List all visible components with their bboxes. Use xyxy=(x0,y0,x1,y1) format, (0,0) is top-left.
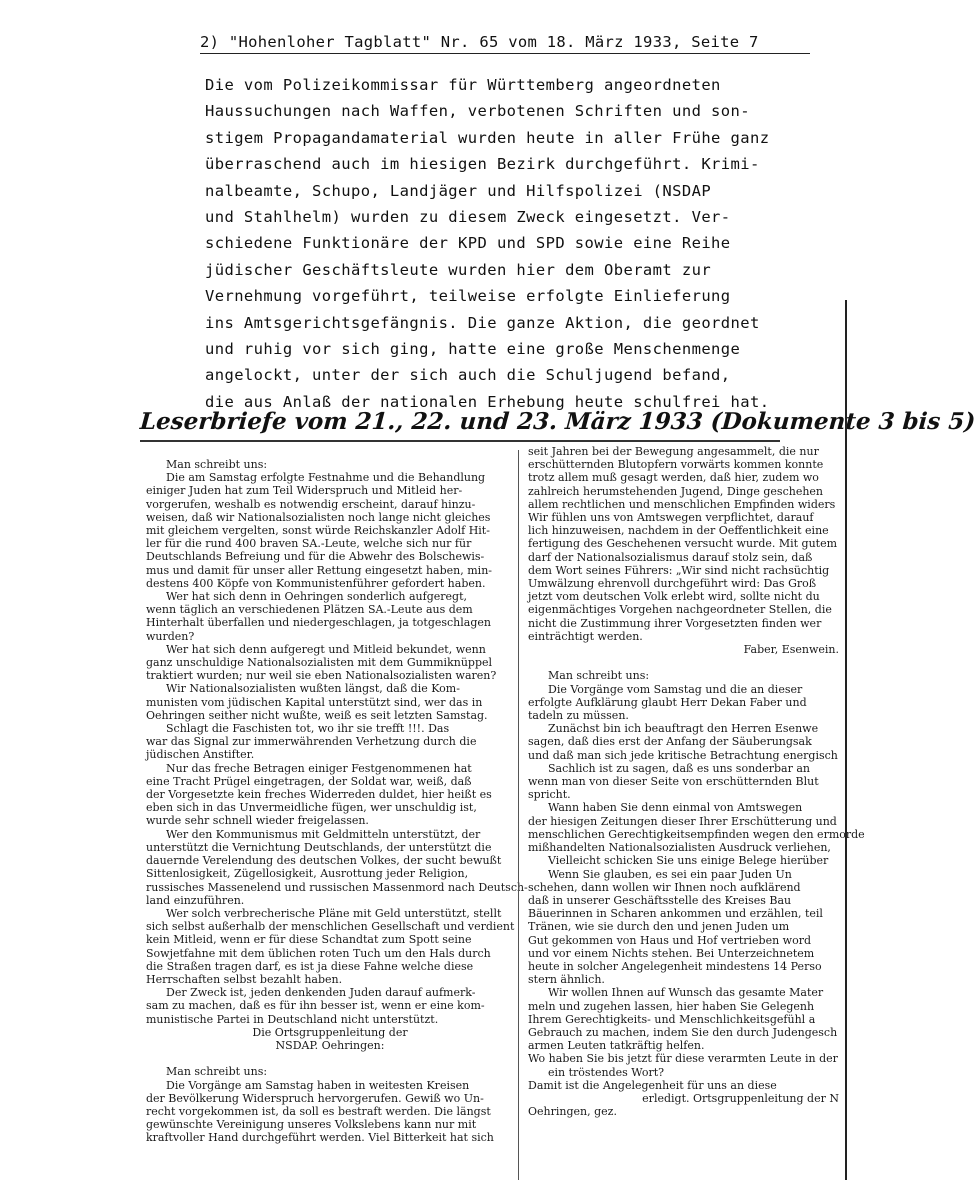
column-line: daß in unserer Geschäftsstelle des Kreises Bau xyxy=(528,893,792,907)
newspaper-column-right xyxy=(528,445,865,1190)
column-line: Sowjetfahne mit dem üblichen roten Tuch um den Hals durch xyxy=(146,946,491,960)
column-line: erledigt. Ortsgruppenleitung der N xyxy=(642,1091,839,1105)
column-line: Gut gekommen von Haus und Hof vertrieben word xyxy=(528,933,812,947)
column-line: meln und zugehen lassen, hier haben Sie Gelegenh xyxy=(528,999,815,1013)
article-line: Vernehmung vorgeführt, teilweise erfolgte Einlieferung xyxy=(205,287,731,306)
handwritten-title: Leserbriefe vom 21., 22. und 23. März 1933 (Dokumente 3 bis 5) xyxy=(139,408,976,435)
article-line: stigem Propagandamaterial wurden heute in aller Frühe ganz xyxy=(205,128,770,147)
column-line: Tränen, wie sie durch den und jenen Juden um xyxy=(528,920,790,934)
column-line: wurde sehr schnell wieder freigelassen. xyxy=(146,814,369,828)
column-divider xyxy=(518,450,519,1180)
article-line: schiedene Funktionäre der KPD und SPD sowie eine Reihe xyxy=(205,234,731,253)
column-line: mit gleichem vergelten, sonst würde Reichskanzler Adolf Hit- xyxy=(146,524,490,538)
column-line: Nur das freche Betragen einiger Festgenommenen hat xyxy=(166,761,472,775)
column-line: stern ähnlich. xyxy=(528,973,605,987)
column-line: darf der Nationalsozialismus darauf stolz sein, daß xyxy=(528,550,813,564)
column-line: wenn man von dieser Seite von erschütternden Blut xyxy=(528,775,819,789)
column-line: Sachlich ist zu sagen, daß es uns sonderbar an xyxy=(548,761,810,775)
column-line: Faber, Esenwein. xyxy=(743,643,839,657)
column-line: eben sich in das Unvermeidliche fügen, wer unschuldig ist, xyxy=(146,801,477,815)
column-line: jetzt vom deutschen Volk erlebt wird, sollte nicht du xyxy=(528,590,820,604)
typed-article xyxy=(205,72,805,415)
column-line: Die am Samstag erfolgte Festnahme und die Behandlung xyxy=(166,471,486,485)
column-line: Die Vorgänge am Samstag haben in weitesten Kreisen xyxy=(166,1078,470,1092)
article-line: überraschend auch im hiesigen Bezirk durchgeführt. Krimi- xyxy=(205,155,760,174)
column-line: dauernde Verelendung des deutschen Volkes, der sucht bewußt xyxy=(146,854,502,868)
column-line: Man schreibt uns: xyxy=(166,1065,268,1079)
column-line: ein tröstendes Wort? xyxy=(548,1065,665,1079)
column-line: die Straßen tragen darf, es ist ja diese Fahne welche diese xyxy=(146,959,474,973)
column-line: Bäuerinnen in Scharen ankommen und erzählen, teil xyxy=(528,907,823,921)
column-line: seit Jahren bei der Bewegung angesammelt, die nur xyxy=(528,445,819,458)
column-line: Wir fühlen uns von Amtswegen verpflichtet, darauf xyxy=(528,511,814,525)
column-line: nicht die Zustimmung ihrer Vorgesetzten finden wer xyxy=(528,616,822,630)
column-line: weisen, daß wir Nationalsozialisten noch lange nicht gleiches xyxy=(146,510,491,524)
column-line: mus und damit für unser aller Rettung eingesetzt haben, min- xyxy=(146,563,492,577)
column-line: munisten vom jüdischen Kapital unterstützt sind, wer das in xyxy=(146,695,483,709)
column-line: Wer solch verbrecherische Pläne mit Geld unterstützt, stellt xyxy=(166,906,502,920)
newspaper-column-left xyxy=(146,458,528,1180)
column-line: Oehringen seither nicht wußte, weiß es seit letzten Samstag. xyxy=(146,708,488,722)
article-line: ins Amtsgerichtsgefängnis. Die ganze Aktion, die geordnet xyxy=(205,313,760,332)
column-line: Hinterhalt überfallen und niedergeschlagen, ja totgeschlagen xyxy=(146,616,491,630)
column-line: wenn täglich an verschiedenen Plätzen SA.-Leute aus dem xyxy=(146,603,473,617)
article-line: nalbeamte, Schupo, Landjäger und Hilfspolizei (NSDAP xyxy=(205,181,712,200)
column-line: spricht. xyxy=(528,788,571,802)
column-line: war das Signal zur immerwährenden Verhetzung durch die xyxy=(146,735,477,749)
column-line: Schlagt die Faschisten tot, wo ihr sie trefft !!!. Das xyxy=(166,722,450,736)
column-line: Umwälzung ehrenvoll durchgeführt wird: Das Groß xyxy=(528,577,817,591)
column-line: ler für die rund 400 braven SA.-Leute, welche sich nur für xyxy=(146,537,472,551)
column-line: lich hinzuweisen, nachdem in der Oeffentlichkeit eine xyxy=(528,524,829,538)
column-line: wurden? xyxy=(146,629,195,643)
column-line: Wer hat sich denn in Oehringen sonderlich aufgeregt, xyxy=(166,590,467,604)
column-line: Zunächst bin ich beauftragt den Herren Esenwe xyxy=(548,722,819,736)
column-line: Wenn Sie glauben, es sei ein paar Juden Un xyxy=(548,867,792,881)
column-line: kein Mitleid, wenn er für diese Schandtat zum Spott seine xyxy=(146,933,472,947)
column-line: Man schreibt uns: xyxy=(548,669,650,683)
column-line: sagen, daß dies erst der Anfang der Säuberungsak xyxy=(528,735,812,749)
column-line: traktiert wurden; nur weil sie eben Nationalsozialisten waren? xyxy=(146,669,497,683)
column-line: Sittenlosigkeit, Zügellosigkeit, Ausrottung jeder Religion, xyxy=(146,867,469,881)
column-line: vorgerufen, weshalb es notwendig erscheint, darauf hinzu- xyxy=(146,497,476,511)
column-line: gewünschte Vereinigung unseres Volkslebens kann nur mit xyxy=(146,1118,477,1132)
column-line: einiger Juden hat zum Teil Widerspruch und Mitleid her- xyxy=(146,484,463,498)
column-line: Vielleicht schicken Sie uns einige Belege hierüber xyxy=(548,854,829,868)
column-line: recht vorgekommen ist, da soll es bestraft werden. Die längst xyxy=(146,1104,491,1118)
column-line: heute in solcher Angelegenheit mindestens 14 Perso xyxy=(528,959,822,973)
column-line: tadeln zu müssen. xyxy=(528,709,629,723)
article-line: angelockt, unter der sich auch die Schuljugend befand, xyxy=(205,366,731,385)
article-line: Haussuchungen nach Waffen, verbotenen Schriften und son- xyxy=(205,102,750,121)
column-line: der Vorgesetzte kein freches Widerreden duldet, hier heißt es xyxy=(146,788,492,802)
column-line: mißhandelten Nationalsozialisten Ausdruck verliehen, xyxy=(528,841,831,855)
column-line: sich selbst außerhalb der menschlichen Gesellschaft und verdient xyxy=(146,920,515,934)
column-line: ganz unschuldige Nationalsozialisten mit dem Gummiknüppel xyxy=(146,656,493,670)
column-line: Wer hat sich denn aufgeregt und Mitleid bekundet, wenn xyxy=(166,642,486,656)
column-line: NSDAP. Oehringen: xyxy=(275,1038,385,1052)
column-line: allem rechtlichen und menschlichen Empfinden widers xyxy=(528,497,836,511)
column-line: schehen, dann wollen wir Ihnen noch aufklärend xyxy=(528,880,801,894)
column-line: Deutschlands Befreiung und für die Abwehr des Bolschewis- xyxy=(146,550,485,564)
column-line: Herrschaften selbst bezahlt haben. xyxy=(146,972,343,986)
column-line: und daß man sich jede kritische Betrachtung energisch xyxy=(528,748,838,762)
column-line: Wann haben Sie denn einmal von Amtswegen xyxy=(548,801,803,815)
column-line xyxy=(146,1052,514,1065)
article-line: und Stahlhelm) wurden zu diesem Zweck eingesetzt. Ver- xyxy=(205,208,731,227)
column-line: Wo haben Sie bis jetzt für diese verarmten Leute in der xyxy=(528,1052,838,1066)
column-line: eine Tracht Prügel eingetragen, der Soldat war, weiß, daß xyxy=(146,774,472,788)
column-line: der Bevölkerung Widerspruch hervorgerufen. Gewiß wo Un- xyxy=(146,1091,484,1105)
column-line: menschlichen Gerechtigkeitsempfinden wegen den ermorde xyxy=(528,827,865,841)
article-line: Die vom Polizeikommissar für Württemberg angeordneten xyxy=(205,76,721,94)
column-line: der hiesigen Zeitungen dieser Ihrer Erschütterung und xyxy=(528,814,837,828)
column-line: Die Vorgänge vom Samstag und die an dieser xyxy=(548,682,803,696)
column-line: russisches Massenelend und russischen Massenmord nach Deutsch- xyxy=(146,880,528,894)
column-line: dem Wort seines Führers: „Wir sind nicht rachsüchtig xyxy=(528,563,830,577)
column-line: Damit ist die Angelegenheit für uns an diese xyxy=(528,1078,777,1092)
column-line: erfolgte Aufklärung glaubt Herr Dekan Faber und xyxy=(528,695,807,709)
column-line: jüdischen Anstifter. xyxy=(146,748,255,762)
article-line: jüdischer Geschäftsleute wurden hier dem Oberamt zur xyxy=(205,260,712,279)
column-line: eigenmächtiges Vorgehen nachgeordneter Stellen, die xyxy=(528,603,832,617)
article-line: und ruhig vor sich ging, hatte eine große Menschenmenge xyxy=(205,340,741,359)
column-line: Wir Nationalsozialisten wußten längst, daß die Kom- xyxy=(166,682,460,696)
column-line: zahlreich herumstehenden Jugend, Dinge geschehen xyxy=(528,484,824,498)
column-line: fertigung des Geschehenen versucht wurde. Mit gutem xyxy=(528,537,838,551)
column-line: Ihrem Gerechtigkeits- und Menschlichkeitsgefühl a xyxy=(528,1012,816,1026)
column-line: Wer den Kommunismus mit Geldmitteln unterstützt, der xyxy=(166,827,481,841)
column-line xyxy=(528,656,849,669)
column-line: Wir wollen Ihnen auf Wunsch das gesamte Mater xyxy=(548,986,824,1000)
column-line: Man schreibt uns: xyxy=(166,458,268,471)
page-edge xyxy=(845,300,847,1180)
title-underline xyxy=(140,440,780,442)
column-line: armen Leuten tatkräftig helfen. xyxy=(528,1039,705,1053)
source-header: 2) "Hohenloher Tagblatt" Nr. 65 vom 18. März 1933, Seite 7 xyxy=(200,33,810,54)
column-line: trotz allem muß gesagt werden, daß hier, zudem wo xyxy=(528,471,819,485)
column-line: destens 400 Köpfe von Kommunistenführer gefordert haben. xyxy=(146,576,486,590)
column-line: land einzuführen. xyxy=(146,893,245,907)
column-line: Der Zweck ist, jeden denkenden Juden darauf aufmerk- xyxy=(166,986,476,1000)
column-line: sam zu machen, daß es für ihn besser ist, wenn er eine kom- xyxy=(146,999,485,1013)
column-line: unterstützt die Vernichtung Deutschlands, der unterstützt die xyxy=(146,840,492,854)
column-line: kraftvoller Hand durchgeführt werden. Viel Bitterkeit hat sich xyxy=(146,1131,494,1145)
article-line: die aus Anlaß der nationalen Erhebung heute schulfrei hat. xyxy=(205,392,770,411)
column-line: Oehringen, gez. xyxy=(528,1105,617,1119)
column-line: einträchtigt werden. xyxy=(528,629,643,643)
column-line: munistische Partei in Deutschland nicht unterstützt. xyxy=(146,1012,439,1026)
column-line: Gebrauch zu machen, indem Sie den durch Judengesch xyxy=(528,1025,838,1039)
column-line: und vor einem Nichts stehen. Bei Unterzeichnetem xyxy=(528,946,815,960)
column-line: erschütternden Blutopfern vorwärts kommen konnte xyxy=(528,458,824,472)
column-line: Die Ortsgruppenleitung der xyxy=(252,1025,408,1039)
